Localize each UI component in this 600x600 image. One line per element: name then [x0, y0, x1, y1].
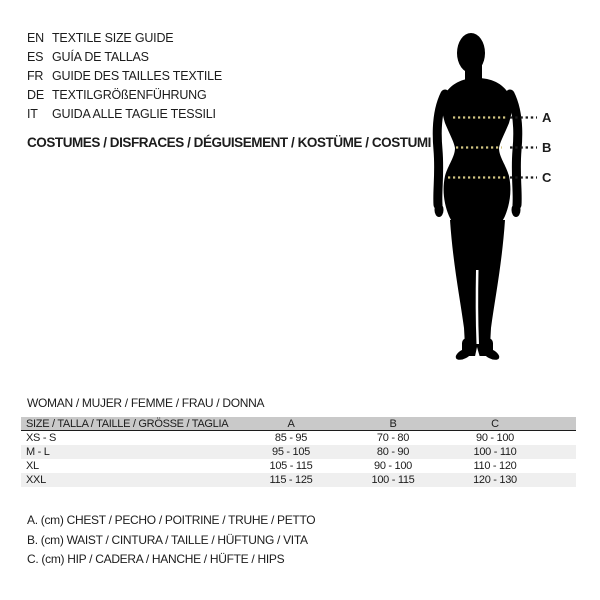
woman-silhouette: [435, 33, 521, 362]
note-chest: A. (cm) CHEST / PECHO / POITRINE / TRUHE / PETTO: [27, 513, 316, 527]
size-cell: M - L: [26, 446, 50, 458]
waist-cell: 100 - 115: [371, 474, 415, 486]
category-title: COSTUMES / DISFRACES / DÉGUISEMENT / KOSTÜME / COSTUMI: [27, 135, 431, 150]
waist-cell: 80 - 90: [376, 446, 410, 458]
waist-cell: 90 - 100: [374, 460, 412, 472]
silhouette-right-arm: [510, 94, 518, 205]
language-code: DE: [27, 88, 44, 102]
table-row-xxl: [21, 473, 576, 487]
silhouette-left-hand: [435, 203, 444, 217]
table-row-xl: [21, 459, 576, 473]
chest-cell: 85 - 95: [274, 432, 308, 444]
chest-label: A: [542, 110, 552, 125]
language-label: GUIDE DES TAILLES TEXTILE: [52, 69, 223, 83]
language-list: [27, 29, 222, 124]
column-header-b: B: [389, 417, 397, 430]
hip-cell: 110 - 120: [473, 460, 517, 472]
hip-cell: 120 - 130: [473, 474, 517, 486]
chest-cell: 105 - 115: [269, 460, 313, 472]
column-header-c: C: [491, 417, 499, 430]
language-row-de: [27, 86, 222, 105]
waist-label: B: [542, 140, 552, 155]
language-label: GUIDA ALLE TAGLIE TESSILI: [52, 107, 216, 121]
measurement-notes: [27, 511, 315, 570]
language-code: IT: [27, 107, 38, 121]
size-table-header: [21, 417, 576, 431]
language-row-it: [27, 105, 222, 124]
table-row-m-l: [21, 445, 576, 459]
size-cell: XL: [26, 460, 39, 472]
note-hip: C. (cm) HIP / CADERA / HANCHE / HÜFTE / HIPS: [27, 552, 285, 566]
table-row-xs-s: [21, 431, 576, 445]
language-row-es: [27, 48, 222, 67]
waist-cell: 70 - 80: [376, 432, 410, 444]
note-waist: B. (cm) WAIST / CINTURA / TAILLE / HÜFTUNG / VITA: [27, 532, 308, 547]
silhouette-right-hand: [512, 203, 521, 217]
language-code: EN: [27, 31, 44, 45]
chest-cell: 95 - 105: [272, 446, 310, 458]
size-cell: XS - S: [26, 432, 56, 444]
silhouette-torso: [442, 78, 512, 234]
language-row-en: [27, 29, 222, 48]
hip-cell: 100 - 110: [473, 446, 517, 458]
language-label: GUÍA DE TALLAS: [52, 50, 149, 64]
column-header-a: A: [287, 417, 295, 430]
hip-label: C: [542, 170, 552, 185]
measurement-figure: [400, 20, 600, 400]
chest-cell: 115 - 125: [269, 474, 313, 486]
size-cell: XXL: [26, 474, 46, 486]
language-label: TEXTILE SIZE GUIDE: [52, 31, 174, 45]
language-row-fr: [27, 67, 222, 86]
size-table: [21, 417, 576, 487]
hip-cell: 90 - 100: [476, 432, 514, 444]
column-header-size: SIZE / TALLA / TAILLE / GRÖSSE / TAGLIA: [26, 417, 229, 430]
language-label: TEXTILGRÖßENFÜHRUNG: [52, 88, 207, 102]
language-code: ES: [27, 50, 44, 64]
language-code: FR: [27, 69, 44, 83]
section-title-woman: WOMAN / MUJER / FEMME / FRAU / DONNA: [27, 396, 265, 410]
